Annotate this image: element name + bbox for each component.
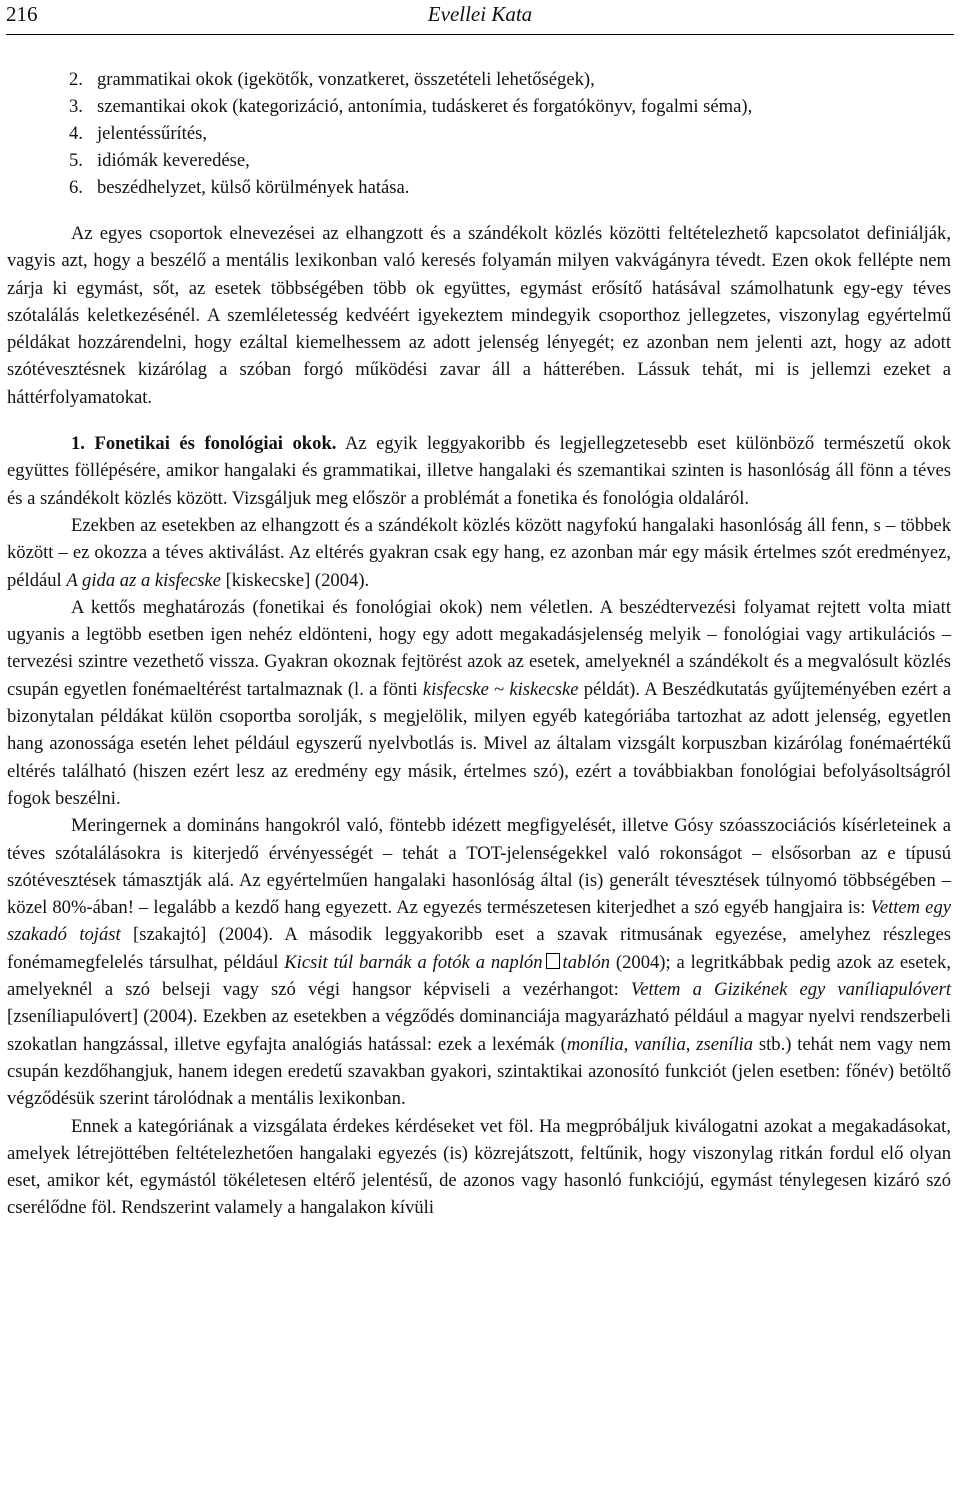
- page-number: 216: [6, 2, 38, 26]
- list-item: 2. grammatikai okok (igekötők, vonzatkeret, összetételi lehetőségek),: [69, 69, 595, 90]
- section-heading: 1. Fonetikai és fonológiai okok.: [71, 433, 337, 455]
- example-text: A gida az a kisfecske: [66, 569, 221, 591]
- example-text: Vettem a Gizikének egy vaníliapulóvert: [630, 979, 951, 1001]
- paragraph-1: Az egyes csoportok elnevezései az elhangzott és a szándékolt közlés közötti feltételezhető kapcsolatot definiálják, vagyis azt, hogy a beszélő a mentális lexikonban való keresés folyamán milyen vakvágányra tévedt. Ezen okok fellépte nem zárja ki egymást, sőt, az esetek többségében több ok együttes, egymást erősítő hatásával számolhatunk egy-egy téves szótalálás keletkezésénél. A szemléletesség kedvéért igyekeztem mindegyik csoporthoz jellegzetes, viszonylag egyértelmű példákat hozzárendelni, hogy ezáltal kiemelhessem az adott jelenség lényegét; ez azonban nem jelenti azt, hogy az adott szótévesztésnek kizárólag a szóban forgó működési zavar áll a hátterében. Lássuk tehát, mi is jellemzi ezeket a háttérfolyamatokat.: [7, 223, 951, 408]
- page-body: [7, 66, 951, 1222]
- numbered-list: [7, 66, 951, 201]
- example-text: Vettem egy szakadó tojást: [7, 897, 951, 946]
- example-text: vanília: [634, 1033, 686, 1055]
- page-header: [6, 0, 954, 35]
- substitution-box-icon: [546, 953, 560, 969]
- paragraph-6: Ennek a kategóriának a vizsgálata érdekes kérdéseket vet föl. Ha megpróbáljuk kiválogatni azokat a megakadásokat, amelyek létrejöttében feltételezhetően hangalaki egyezés (is) közrejátszott, feltűnik, hogy viszonylag ritkán fordul elő olyan eset, amikor két, egymástól tökéletesen eltérő jelentésű, de azonos vagy hasonló funkciójú, egymást ténylegesen kizáró szó cserélődne föl. Rendszerint valamely a hangalakon kívüli: [7, 1115, 951, 1219]
- list-item: 6. beszédhelyzet, külső körülmények hatása.: [69, 177, 410, 198]
- paragraph-4: A kettős meghatározás (fonetikai és fonológiai okok) nem véletlen. A beszédtervezési folyamat rejtett volta miatt ugyanis a legtöbb esetben igen nehéz eldönteni, hogy egy adott megakadásjelenség melyik – fonológiai vagy artikulációs – tervezési szintre vezethető vissza. Gyakran okoznak fejtörést azok az esetek, amelyeknél a szándékolt és a megvalósult közlés csupán egyetlen fonémaeltérést tartalmaznak (l. a fönti kisfecske ~ kiskecske példát). A Beszédkutatás gyűjteményében ezért a bizonytalan példákat külön csoportba sorolják, s megjelölik, milyen egyéb kategóriába tartozhat az adott jelenség, egyetlen hang azonossága esetén lehet például egyszerű nyelvbotlás is. Mivel az általam vizsgált korpuszban kizárólag fonémaértékű eltérés található (hiszen ezért lesz az eredmény egy másik, értelmes szó), ezért a továbbiakban fonológiai befolyásoltságról fogok beszélni.: [7, 596, 952, 809]
- list-item: 3. szemantikai okok (kategorizáció, antonímia, tudáskeret és forgatókönyv, fogalmi séma),: [69, 96, 753, 117]
- running-head: Evellei Kata: [427, 2, 533, 26]
- paragraph-2: 1. Fonetikai és fonológiai okok. Az egyik leggyakoribb és legjellegzetesebb eset különböző természetű okok együttes föllépésére, amikor hangalaki és grammatikai, illetve hangalaki és szemantikai szinten is hasonlóság áll fönn a téves és a szándékolt közlés között. Vizsgáljuk meg először a problémát a fonetika és fonológia oldaláról.: [7, 433, 951, 509]
- example-text: zsenília: [696, 1033, 754, 1055]
- example-text: tablón: [562, 951, 611, 973]
- example-text: kisfecske: [422, 678, 489, 700]
- example-text: monília: [566, 1033, 624, 1055]
- list-item: 5. idiómák keveredése,: [69, 150, 250, 171]
- list-item: 4. jelentéssűrítés,: [69, 123, 207, 144]
- paragraph-3: Ezekben az esetekben az elhangzott és a szándékolt közlés között nagyfokú hangalaki hasonlóság áll fenn, s – többek között – ez okozza a téves aktiválást. Az eltérés gyakran csak egy hang, ez azonban már egy másik értelmes szót eredményez, például A gida az a kisfecske [kiskecske] (2004).: [7, 514, 951, 591]
- paragraph-5: Meringernek a domináns hangokról való, föntebb idézett megfigyelését, illetve Gósy szóasszociációs kísérleteinek a téves szótalálásokra is kiterjedő érvényességét – tehát a TOT-jelenségekkel való rokonságot – elsősorban az e típusú szótévesztések támasztják alá. Az egyértelműen hangalaki hasonlóság által (is) generált tévesztések túlnyomó többségében – közel 80%-ában! – legalább a kezdő hang egyezett. Az egyezés természetesen kiterjedhet a szó egyéb hangjaira is: Vettem egy szakadó tojást [szakajtó] (2004). A második leggyakoribb eset a szavak ritmusának egyezése, amelyhez részleges fonémamegfelelés társulhat, például Kicsit túl barnák a fotók a naplón tablón (2004); a legritkábbak pedig azok az esetek, amelyeknél a szó belseji vagy szó végi hangsor képviseli a vezérhangot: Vettem a Gizikének egy vaníliapulóvert [zseníliapulóvert] (2004). Ezekben az esetekben a végződés dominanciája magyarázható például a magyar nyelvi rendszerbeli szokatlan hangzással, illetve egyfajta analógiás hatással: ezek a lexémák (monília, vanília, zsenília stb.) tehát nem vagy nem csupán kezdőhangjuk, hanem idegen eredetű szavakban gyakori, szintaktikai azonosító funkciót (jelen esetben: főnév) betöltő végződésük szerint tárolódnak a mentális lexikonban.: [7, 815, 952, 1110]
- example-text: Kicsit túl barnák a fotók a naplón: [284, 951, 543, 973]
- example-text: kiskecske: [509, 678, 579, 700]
